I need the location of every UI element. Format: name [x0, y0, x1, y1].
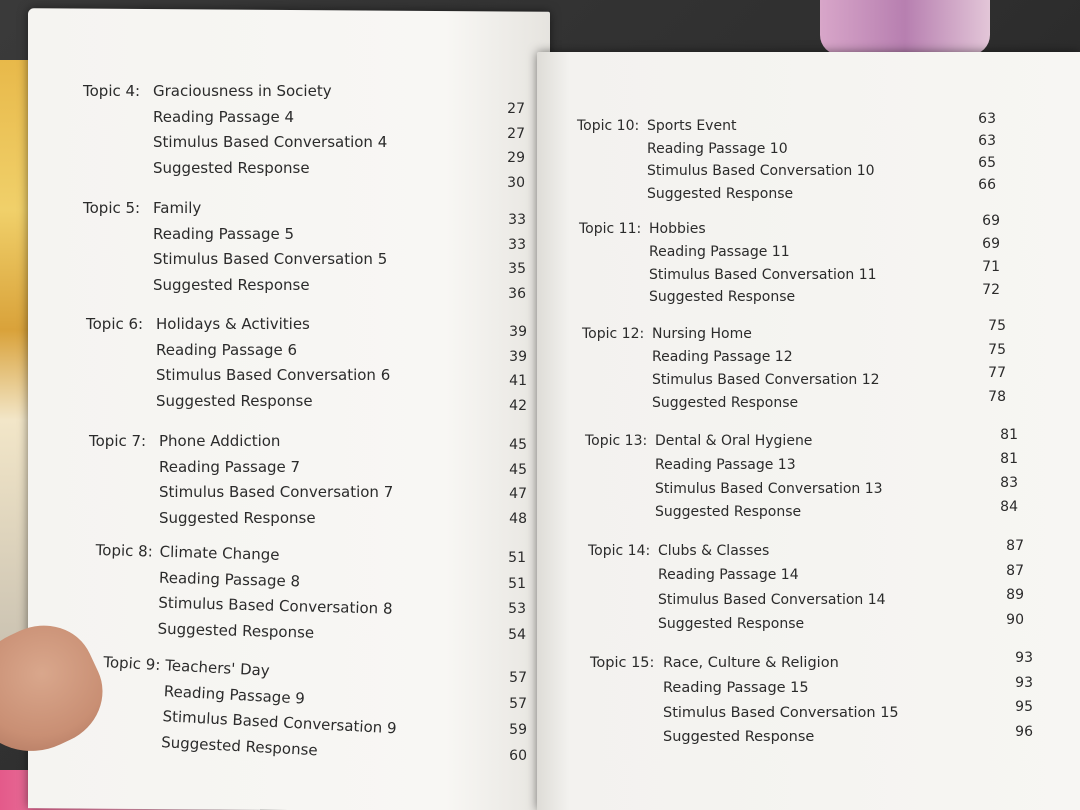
- entry-suggested-response: Suggested Response: [649, 289, 796, 306]
- entry-suggested-response: Suggested Response: [663, 729, 815, 746]
- topic-title: Dental & Oral Hygiene: [655, 433, 813, 449]
- entry-stimulus-conversation: Stimulus Based Conversation 13: [655, 480, 883, 497]
- topic-7-pages: [497, 433, 527, 531]
- page-number: 41: [509, 373, 527, 389]
- topic-11-pages: [970, 210, 1000, 302]
- page-number: 87: [1006, 562, 1024, 579]
- entry-stimulus-conversation: Stimulus Based Conversation 5: [153, 250, 388, 268]
- topic-title: Teachers' Day: [164, 656, 271, 680]
- page-number: 48: [509, 510, 527, 527]
- entry-reading-passage: Reading Passage 14: [658, 567, 799, 584]
- topic-title: Climate Change: [159, 542, 280, 564]
- topic-entries: [161, 653, 400, 767]
- page-number: 33: [508, 212, 526, 228]
- entry-suggested-response: Suggested Response: [647, 185, 794, 202]
- entry-suggested-response: Suggested Response: [159, 508, 316, 527]
- page-number: 57: [509, 670, 527, 686]
- entry-reading-passage: Reading Passage 6: [156, 340, 298, 359]
- topic-label: Topic 9:: [102, 652, 161, 674]
- topic-9-pages: [497, 665, 527, 769]
- entry-suggested-response: Suggested Response: [153, 275, 310, 294]
- entry-reading-passage: Reading Passage 9: [163, 681, 306, 708]
- entry-stimulus-conversation: Stimulus Based Conversation 9: [162, 707, 398, 738]
- entry-stimulus-conversation: Stimulus Based Conversation 10: [647, 163, 875, 179]
- entry-stimulus-conversation: Stimulus Based Conversation 8: [158, 593, 393, 618]
- entry-suggested-response: Suggested Response: [157, 619, 315, 642]
- entry-reading-passage: Reading Passage 5: [153, 224, 295, 243]
- entry-reading-passage: Reading Passage 15: [663, 679, 809, 696]
- topic-entries: [658, 540, 886, 637]
- topic-title: Holidays & Activities: [156, 315, 310, 333]
- topic-label: Topic 8:: [95, 540, 153, 561]
- topic-label: Topic 10:: [577, 118, 640, 134]
- topic-6-pages: [497, 320, 527, 418]
- entry-suggested-response: Suggested Response: [652, 395, 799, 411]
- topic-title: Nursing Home: [652, 326, 752, 342]
- topic-5-pages: [496, 208, 526, 306]
- page-number: 69: [982, 213, 1000, 229]
- page-number: 81: [1000, 451, 1018, 467]
- page-number: 83: [1000, 475, 1018, 491]
- page-number: 57: [509, 696, 527, 712]
- topic-label: Topic 12:: [582, 326, 645, 342]
- page-number: 81: [1000, 427, 1018, 443]
- topic-4-pages: [495, 97, 525, 195]
- topic-label: Topic 15:: [590, 655, 655, 671]
- page-number: 59: [509, 722, 527, 738]
- topic-title: Sports Event: [647, 118, 737, 134]
- entry-stimulus-conversation: Stimulus Based Conversation 14: [658, 591, 886, 608]
- topic-label: Topic 4:: [83, 82, 141, 100]
- entry-reading-passage: Reading Passage 13: [655, 456, 796, 473]
- page-number: 33: [508, 236, 526, 253]
- page-number: 51: [508, 550, 526, 566]
- page-number: 60: [509, 748, 527, 764]
- entry-reading-passage: Reading Passage 8: [158, 568, 301, 590]
- page-number: 27: [507, 101, 525, 117]
- topic-title: Graciousness in Society: [153, 82, 332, 100]
- topic-title: Hobbies: [649, 221, 706, 237]
- page-number: 89: [1006, 587, 1024, 603]
- topic-15-pages: [1003, 646, 1033, 744]
- topic-entries: [157, 540, 394, 648]
- topic-label: Topic 11:: [579, 221, 642, 237]
- topic-label: Topic 13:: [585, 433, 648, 449]
- entry-reading-passage: Reading Passage 4: [153, 107, 295, 126]
- page-number: 47: [509, 486, 527, 502]
- topic-8-pages: [496, 546, 526, 648]
- page-number: 75: [988, 341, 1006, 358]
- page-number: 65: [978, 155, 996, 171]
- page-number: 53: [508, 601, 526, 617]
- entry-stimulus-conversation: Stimulus Based Conversation 12: [652, 372, 880, 388]
- entry-suggested-response: Suggested Response: [153, 158, 310, 177]
- page-number: 42: [509, 397, 527, 414]
- topic-title: Family: [153, 199, 202, 217]
- page-number: 54: [508, 626, 526, 643]
- topic-14-pages: [994, 534, 1024, 632]
- entry-stimulus-conversation: Stimulus Based Conversation 6: [156, 366, 391, 384]
- topic-label: Topic 14:: [588, 543, 651, 559]
- page-number: 72: [982, 282, 1000, 298]
- topic-10-pages: [966, 108, 996, 196]
- page-number: 51: [508, 575, 526, 592]
- page-number: 96: [1015, 723, 1033, 740]
- page-number: 90: [1006, 611, 1024, 628]
- topic-entries: [649, 218, 877, 309]
- topic-title: Clubs & Classes: [658, 543, 770, 559]
- entry-reading-passage: Reading Passage 10: [647, 140, 788, 157]
- entry-stimulus-conversation: Stimulus Based Conversation 11: [649, 266, 877, 283]
- page-number: 27: [507, 125, 525, 142]
- entry-suggested-response: Suggested Response: [658, 615, 805, 632]
- topic-title: Phone Addiction: [159, 432, 281, 450]
- page-number: 95: [1015, 699, 1033, 715]
- entry-reading-passage: Reading Passage 7: [159, 457, 301, 476]
- page-number: 35: [508, 261, 526, 277]
- topic-entries: [647, 115, 875, 205]
- entry-suggested-response: Suggested Response: [156, 391, 313, 410]
- topic-entries: [652, 323, 880, 415]
- topic-entries: [153, 79, 387, 181]
- page-number: 71: [982, 259, 1000, 275]
- page-number: 66: [978, 177, 996, 193]
- page-number: 36: [508, 285, 526, 302]
- entry-reading-passage: Reading Passage 11: [649, 243, 790, 260]
- entry-stimulus-conversation: Stimulus Based Conversation 4: [153, 133, 388, 151]
- page-number: 45: [509, 461, 527, 478]
- topic-label: Topic 7:: [89, 432, 147, 450]
- topic-label: Topic 6:: [86, 315, 144, 333]
- topic-title: Race, Culture & Religion: [663, 655, 839, 671]
- page-number: 39: [509, 348, 527, 365]
- page-number: 77: [988, 365, 1006, 381]
- entry-stimulus-conversation: Stimulus Based Conversation 15: [663, 704, 899, 721]
- topic-entries: [655, 430, 883, 525]
- page-number: 87: [1006, 538, 1024, 554]
- topic-12-pages: [976, 315, 1006, 409]
- page-number: 75: [988, 318, 1006, 334]
- topic-entries: [153, 196, 387, 298]
- entry-stimulus-conversation: Stimulus Based Conversation 7: [159, 483, 394, 501]
- topic-entries: [156, 312, 390, 414]
- page-number: 93: [1015, 650, 1033, 666]
- page-number: 63: [978, 133, 996, 149]
- page-number: 30: [507, 174, 525, 191]
- entry-suggested-response: Suggested Response: [160, 732, 319, 759]
- topic-13-pages: [988, 423, 1018, 519]
- page-number: 78: [988, 388, 1006, 405]
- page-number: 45: [509, 437, 527, 453]
- topic-entries: [159, 429, 393, 531]
- entry-suggested-response: Suggested Response: [655, 504, 802, 521]
- background-clutter-top: [820, 0, 990, 55]
- entry-reading-passage: Reading Passage 12: [652, 349, 793, 365]
- page-number: 69: [982, 236, 1000, 252]
- page-number: 63: [978, 111, 996, 127]
- topic-label: Topic 5:: [83, 199, 141, 217]
- topic-entries: [663, 652, 899, 751]
- page-number: 39: [509, 324, 527, 340]
- page-number: 93: [1015, 674, 1033, 691]
- page-number: 29: [507, 150, 525, 166]
- page-number: 84: [1000, 499, 1018, 515]
